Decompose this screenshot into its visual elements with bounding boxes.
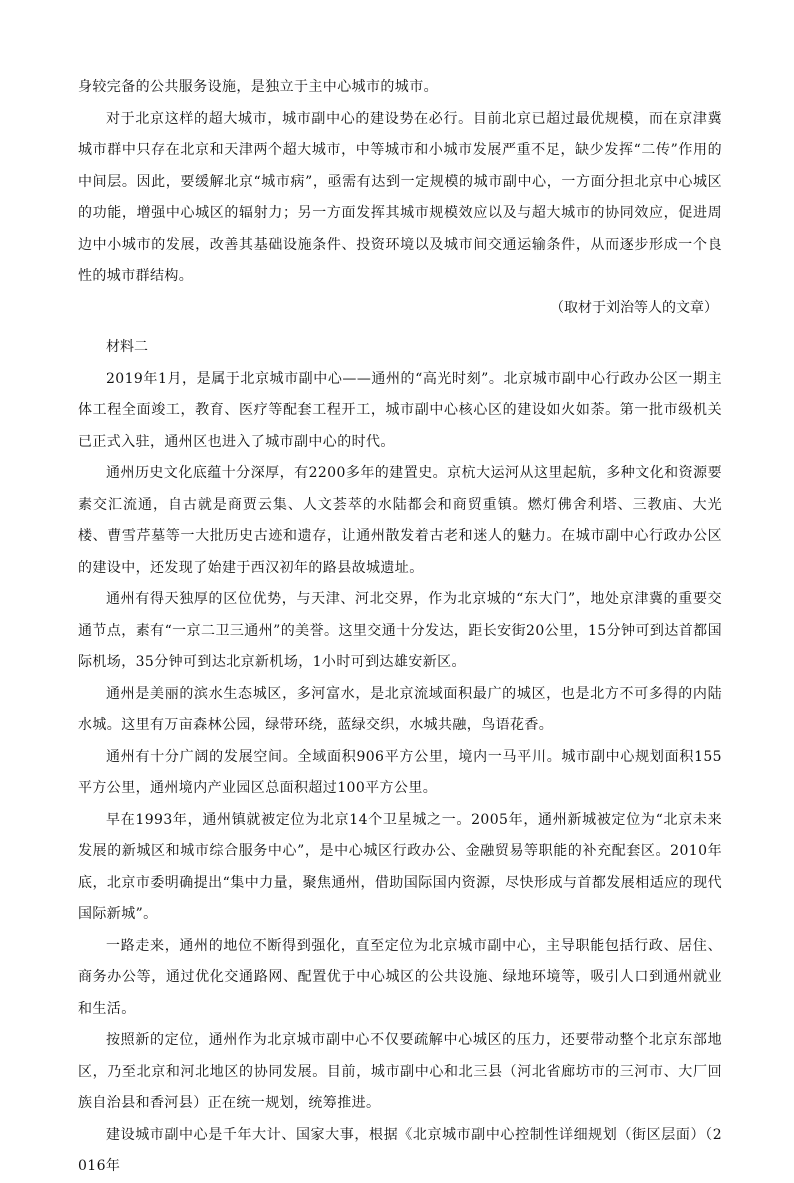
section-heading: 材料二: [106, 339, 148, 355]
paragraph-sub-center-necessity: 对于北京这样的超大城市，城市副中心的建设势在必行。目前北京已超过最优规模，而在京津冀城市群中只存在北京和天津两个超大城市，中等城市和小城市发展严重不足，缺少发挥“二传”作用的中间层。因此，要缓解北京“城市病”，亟需有达到一定规模的城市副中心，一方面分担北京中心城区的功能，增强中心城区的辐射力；另一方面发挥其城市规模效应以及与超大城市的协同效应，促进周边中小城市的发展，改善其基础设施条件、投资环境以及城市间交通运输条件，从而逐步形成一个良性的城市群结构。: [78, 110, 722, 284]
paragraph-coordinated-development: 按照新的定位，通州作为北京城市副中心不仅要疏解中心城区的压力，还要带动整个北京东部地区，乃至北京和河北地区的协同发展。目前，城市副中心和北三县（河北省廊坊市的三河市、大厂回族自治县和香河县）正在统一规划，统筹推进。: [78, 1032, 722, 1111]
source-attribution: （取材于刘治等人的文章）: [550, 299, 718, 316]
paragraph-2019-highlight: 2019年1月，是属于北京城市副中心——通州的“高光时刻”。北京城市副中心行政办公区一期主体工程全面竣工，教育、医疗等配套工程开工，城市副中心核心区的建设如火如荼。第一批市级机关已正式入驻，通州区也进入了城市副中心的时代。: [78, 370, 722, 450]
paragraph-history-culture: 通州历史文化底蕴十分深厚，有2200多年的建置史。京杭大运河从这里起航，多种文化和资源要素交汇流通，自古就是商贾云集、人文荟萃的水陆都会和商贸重镇。燃灯佛舍利塔、三教庙、大光楼、曹雪芹墓等一大批历史古迹和遗存，让通州散发着古老和迷人的魅力。在城市副中心行政办公区的建设中，还发现了始建于西汉初年的路县故城遗址。: [78, 465, 722, 576]
paragraph-positioning-history: 早在1993年，通州镇就被定位为北京14个卫星城之一。2005年，通州新城被定位为“北京未来发展的新城区和城市综合服务中心”，是中心城区行政办公、金融贸易等职能的补充配套区。2010年底，北京市委明确提出“集中力量，聚焦通州，借助国际国内资源，尽快形成与首都发展相适应的现代国际新城”。: [78, 811, 722, 922]
paragraph-development-space: 通州有十分广阔的发展空间。全域面积906平方公里，境内一马平川。城市副中心规划面积155平方公里，通州境内产业园区总面积超过100平方公里。: [78, 748, 722, 796]
paragraph-planning-basis: 建设城市副中心是千年大计、国家大事，根据《北京城市副中心控制性详细规划（街区层面）（2016年: [78, 1126, 722, 1174]
paragraph-location-advantage: 通州有得天独厚的区位优势，与天津、河北交界，作为北京城的“东大门”，地处京津冀的重要交通节点，素有“一京二卫三通州”的美誉。这里交通十分发达，距长安街20公里，15分钟可到达首都国际机场，35分钟可到达北京新机场，1小时可到达雄安新区。: [78, 591, 722, 670]
paragraph-continued: 身较完备的公共服务设施，是独立于主中心城市的城市。: [78, 79, 438, 95]
paragraph-role-strengthened: 一路走来，通州的地位不断得到强化，直至定位为北京城市副中心，主导职能包括行政、居住、商务办公等，通过优化交通路网、配置优于中心城区的公共设施、绿地环境等，吸引人口到通州就业和生活。: [78, 937, 722, 1017]
paragraph-waterfront-ecology: 通州是美丽的滨水生态城区，多河富水，是北京流域面积最广的城区，也是北方不可多得的内陆水城。这里有万亩森林公园，绿带环绕，蓝绿交织，水城共融，鸟语花香。: [78, 685, 722, 733]
